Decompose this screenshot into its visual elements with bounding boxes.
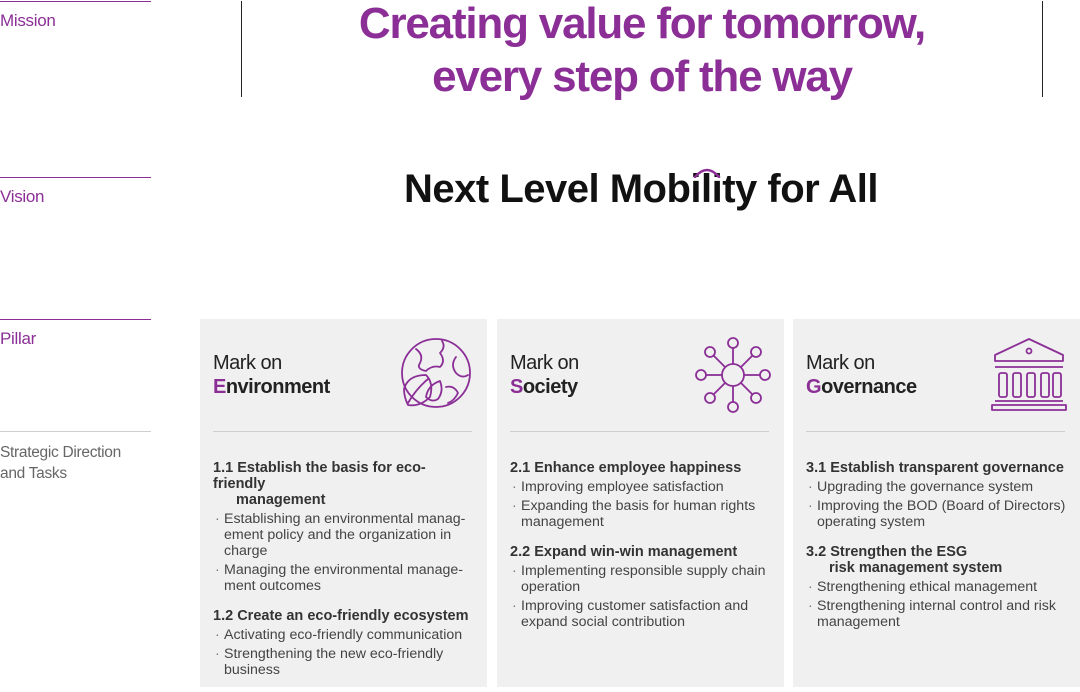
mission-rule xyxy=(0,1,151,2)
pillar-initial: G xyxy=(806,376,822,398)
task-item: · Implementing responsible supply chain operation xyxy=(512,563,766,595)
task-title xyxy=(806,460,1070,476)
task-item-text: Strengthening ethical management xyxy=(817,579,1038,595)
pillar-divider xyxy=(510,431,769,432)
task-item: · Expanding the basis for human rights management xyxy=(512,498,756,530)
strategic-rule xyxy=(0,431,151,432)
institution-building-icon xyxy=(989,335,1069,415)
mission-label xyxy=(0,1,151,31)
pillar-heading-rest: nvironment xyxy=(225,376,330,398)
pillar-heading-line1: Mark on xyxy=(213,352,282,374)
task-item: · Improving the BOD (Board of Directors) operating system xyxy=(808,498,1066,530)
task-list xyxy=(213,460,477,692)
task-group xyxy=(510,544,774,630)
task-item: · Improving customer satisfaction and expand social contribution xyxy=(512,598,749,630)
task-title-text: Establish the basis for eco-friendly xyxy=(213,460,426,492)
vision-arc-icon xyxy=(693,166,721,178)
task-list xyxy=(510,460,774,644)
vision-label-text: Vision xyxy=(0,187,45,206)
globe-leaf-icon xyxy=(396,335,476,415)
task-item-text: Managing the environmental manage-ment outcomes xyxy=(224,562,463,594)
mission-statement xyxy=(242,0,1042,103)
task-list xyxy=(806,460,1070,644)
task-item: · Upgrading the governance system xyxy=(808,479,1034,495)
task-title xyxy=(510,460,774,476)
pillar-initial: S xyxy=(510,376,523,398)
task-item-text: Improving employee satisfaction xyxy=(521,479,724,495)
network-icon xyxy=(693,335,773,415)
task-item: · Strengthening internal control and risk management xyxy=(808,598,1056,630)
pillar-heading-line2 xyxy=(213,375,330,399)
task-item-text: Strengthening internal control and risk management xyxy=(817,598,1056,630)
pillar-card-society xyxy=(497,319,784,687)
pillar-initial: E xyxy=(213,376,226,398)
vision-label xyxy=(0,177,151,207)
task-item: · Activating eco-friendly communication xyxy=(215,627,463,643)
pillar-heading-rest: ociety xyxy=(522,376,578,398)
pillar-heading-rest: overnance xyxy=(821,376,917,398)
pillar-card-environment xyxy=(200,319,487,687)
task-item: · Improving employee satisfaction xyxy=(512,479,724,495)
task-number: 1.2 xyxy=(213,608,234,624)
pillar-divider xyxy=(213,431,472,432)
task-item-text: Activating eco-friendly communication xyxy=(224,627,463,643)
pillar-heading xyxy=(510,351,579,399)
task-number: 2.1 xyxy=(510,460,531,476)
task-item-text: Improving customer satisfaction and expand social contribution xyxy=(521,598,749,630)
task-title xyxy=(510,544,774,560)
mission-box xyxy=(241,0,1043,101)
strategic-label-line1: Strategic Direction xyxy=(0,444,121,461)
mission-line2: every step of the way xyxy=(432,52,852,101)
task-group xyxy=(213,608,477,678)
pillar-divider xyxy=(806,431,1065,432)
task-title-continuation: management xyxy=(236,492,326,508)
task-item-text: Expanding the basis for human rights management xyxy=(521,498,756,530)
task-title-text: Establish transparent governance xyxy=(830,460,1064,476)
pillar-label xyxy=(0,319,151,349)
task-title xyxy=(213,608,477,624)
task-item-text: Improving the BOD (Board of Directors) operating system xyxy=(817,498,1066,530)
task-number: 3.2 xyxy=(806,544,827,560)
task-item: · Establishing an environmental manag-ement policy and the organization in charge xyxy=(215,511,466,559)
pillar-rule xyxy=(0,319,151,320)
task-title xyxy=(213,460,477,508)
vision-statement: Next Level Mobility for All xyxy=(404,167,878,211)
pillar-heading-line2 xyxy=(806,375,917,399)
task-number: 1.1 xyxy=(213,460,234,476)
task-title-continuation: risk management system xyxy=(829,560,1003,576)
pillar-heading xyxy=(806,351,917,399)
task-item-text: Establishing an environmental manag-ement policy and the organization in charge xyxy=(224,511,466,559)
task-item-text: Strengthening the new eco-friendly business xyxy=(224,646,444,678)
strategic-label xyxy=(0,431,151,484)
pillar-heading-line1: Mark on xyxy=(806,352,875,374)
pillar-heading-line2 xyxy=(510,375,579,399)
pillar-card-governance xyxy=(793,319,1080,687)
task-group xyxy=(806,544,1070,630)
task-item: · Strengthening ethical management xyxy=(808,579,1038,595)
task-item: · Strengthening the new eco-friendly business xyxy=(215,646,444,678)
mission-label-text: Mission xyxy=(0,11,56,30)
task-number: 3.1 xyxy=(806,460,827,476)
vision-rule xyxy=(0,177,151,178)
strategic-label-text xyxy=(0,442,151,484)
task-number: 2.2 xyxy=(510,544,531,560)
task-item: · Managing the environmental manage-ment outcomes xyxy=(215,562,463,594)
mission-line1: Creating value for tomorrow, xyxy=(358,0,926,48)
strategic-label-line2: and Tasks xyxy=(0,465,67,482)
pillar-label-text: Pillar xyxy=(0,329,36,348)
pillar-heading-line1: Mark on xyxy=(510,352,579,374)
task-title-text: Create an eco-friendly ecosystem xyxy=(237,608,469,624)
task-item-text: Implementing responsible supply chain operation xyxy=(521,563,766,595)
task-title-text: Strengthen the ESG xyxy=(830,544,968,560)
task-title xyxy=(806,544,1070,576)
task-title-text: Expand win-win management xyxy=(534,544,738,560)
task-group xyxy=(510,460,774,530)
task-group xyxy=(806,460,1070,530)
task-title-text: Enhance employee happiness xyxy=(534,460,742,476)
pillar-heading xyxy=(213,351,330,399)
task-item-text: Upgrading the governance system xyxy=(817,479,1034,495)
task-group xyxy=(213,460,477,594)
